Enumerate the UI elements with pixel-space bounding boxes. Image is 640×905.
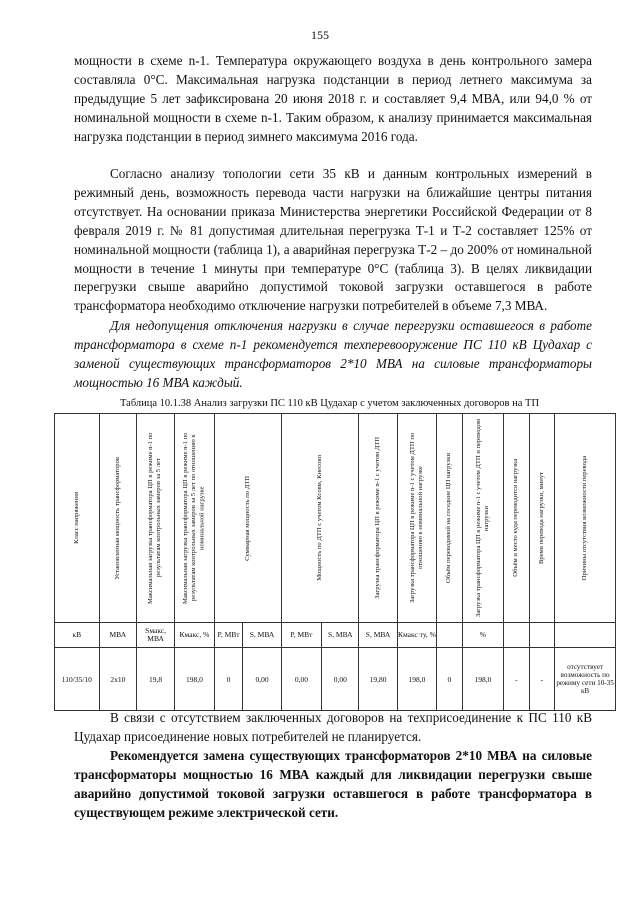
- header-load-with-dtp: Загрузка трансформатора ЦП в режиме n-1 с учетом ДТП: [359, 414, 397, 623]
- cell-installed-capacity: 2х10: [99, 648, 136, 711]
- unit-cell: Sмакс, МВА: [136, 623, 174, 648]
- paragraph-1-block: [74, 52, 592, 147]
- paragraph-5-block: [74, 747, 592, 823]
- unit-cell: Кмакс, %: [175, 623, 214, 648]
- header-installed-capacity: Установленная мощность трансформаторов: [99, 414, 136, 623]
- header-load-with-dtp-ratio: Загрузка трансформатора ЦП в режиме n-1 с учетом ДТП по отношению к номинальной нагрузке: [397, 414, 436, 623]
- header-transfer-time: Время перевода нагрузки, минут: [529, 414, 555, 623]
- table-caption: Таблица 10.1.38 Анализ загрузки ПС 110 кВ Цудахар с учетом заключенных договоров на ТП: [120, 398, 540, 409]
- cell-dtp-coef-p: 0,00: [281, 648, 321, 711]
- cell-transfer-place: -: [504, 648, 530, 711]
- paragraph-3-block: [74, 317, 592, 393]
- table-row: [55, 648, 616, 711]
- cell-dtp-p: 0: [214, 648, 243, 711]
- header-transfer-place: Объём и место куда переводится нагрузка: [504, 414, 530, 623]
- unit-cell: [555, 623, 616, 648]
- cell-dtp-coef-s: 0,00: [322, 648, 359, 711]
- unit-cell: S, МВА: [243, 623, 281, 648]
- load-analysis-table: [54, 413, 616, 711]
- header-no-transfer-reason: Причины отсутствия возможности перевода: [555, 414, 616, 623]
- paragraph-4-block: [74, 709, 592, 747]
- cell-dtp-s: 0,00: [243, 648, 281, 711]
- cell-load-with-dtp: 19,80: [359, 648, 397, 711]
- unit-cell: [504, 623, 530, 648]
- unit-cell: кВ: [55, 623, 100, 648]
- table-units-row: [55, 623, 616, 648]
- unit-cell: МВА: [99, 623, 136, 648]
- paragraph-2-block: [74, 165, 592, 316]
- page-number: 155: [311, 28, 329, 42]
- unit-cell: S, МВА: [359, 623, 397, 648]
- cell-transfer-volume: 0: [437, 648, 463, 711]
- unit-cell: P, МВт: [281, 623, 321, 648]
- cell-voltage-class: 110/35/10: [55, 648, 100, 711]
- cell-transfer-time: -: [529, 648, 555, 711]
- cell-max-load-ratio: 198,0: [175, 648, 214, 711]
- paragraph-3-recommendation: Для недопущения отключения нагрузки в случае перегрузки оставшегося в работе трансформатора в схеме n-1 рекомендуется техперевооружение ПС 110 кВ Цудахар с заменой существующих трансформаторов 2*10 МВА на силовые трансформаторы мощностью 16 МВА каждый.: [74, 318, 592, 390]
- paragraph-5-conclusion: Рекомендуется замена существующих трансформаторов 2*10 МВА на силовые трансформаторы мощностью 16 МВА каждый для ликвидации перегрузки свыше аварийно допустимой токовой загрузки оставшегося в работе трансформатора в существующем режиме электрической сети.: [74, 748, 592, 820]
- header-total-dtp-power: Суммарная мощность по ДТП: [214, 414, 281, 623]
- unit-cell: [437, 623, 463, 648]
- cell-no-transfer-reason: отсутствует возможность по режиму сети 10-35 кВ: [555, 648, 616, 711]
- paragraph-2: Согласно анализу топологии сети 35 кВ и данным контрольных измерений в режимный день, возможность перевода части нагрузки на ближайшие центры питания отсутствует. На основании приказа Министерства энергетики Российской Федерации от 8 февраля 2019 г. № 81 допустимая длительная перегрузка Т-1 и Т-2 составляет 125% от номинальной мощности (таблица 1), а аварийная перегрузка Т-2 – до 200% от номинальной мощности в течение 1 минуты при температуре 0°С (таблица 3). В целях ликвидации перегрузки свыше аварийно допустимой токовой загрузки оставшегося в работе трансформатора необходимо отключение нагрузки потребителей в объеме 7,3 МВА.: [74, 166, 592, 314]
- paragraph-4: В связи с отсутствием заключенных договоров на техприсоединение к ПС 110 кВ Цудахар присоединение новых потребителей не планируется.: [74, 710, 592, 744]
- header-transfer-volume: Объём переводимой на соседние ЦП нагрузки: [437, 414, 463, 623]
- header-max-load-ratio: Максимальная загрузка трансформатора ЦП в режиме n-1 по результатам контрольных замеров за 5 лет по отношению к номинальной нагрузке: [175, 414, 214, 623]
- unit-cell: [529, 623, 555, 648]
- header-load-after-transfer: Загрузка трансформатора ЦП в режиме n-1 с учетом ДТП и переводом нагрузки: [462, 414, 504, 623]
- header-max-load: Максимальная загрузка трансформатора ЦП в режиме n-1 по результатам контрольных замеров за 5 лет: [136, 414, 174, 623]
- cell-load-after-transfer: 198,0: [462, 648, 504, 711]
- unit-cell: %: [462, 623, 504, 648]
- paragraph-1: мощности в схеме n-1. Температура окружающего воздуха в день контрольного замера составляла 0°С. Максимальная нагрузка подстанции в период летнего максимума за предыдущие 5 лет зафиксирована 20 июня 2018 г. и составляет 9,4 МВА, или 94,0 % от номинальной мощности в схеме n-1. Таким образом, к анализу принимается максимальная нагрузка подстанции в период зимнего максимума 2016 года.: [74, 53, 592, 144]
- cell-max-load: 19,8: [136, 648, 174, 711]
- header-voltage-class: Класс напряжения: [55, 414, 100, 623]
- header-dtp-power-coef: Мощность по ДТП с учетом Ксовм, Кнесовп: [281, 414, 359, 623]
- table-header-row: [55, 414, 616, 623]
- unit-cell: S, МВА: [322, 623, 359, 648]
- unit-cell: P, МВт: [214, 623, 243, 648]
- unit-cell: Кмакс ту, %: [397, 623, 436, 648]
- cell-load-with-dtp-ratio: 198,0: [397, 648, 436, 711]
